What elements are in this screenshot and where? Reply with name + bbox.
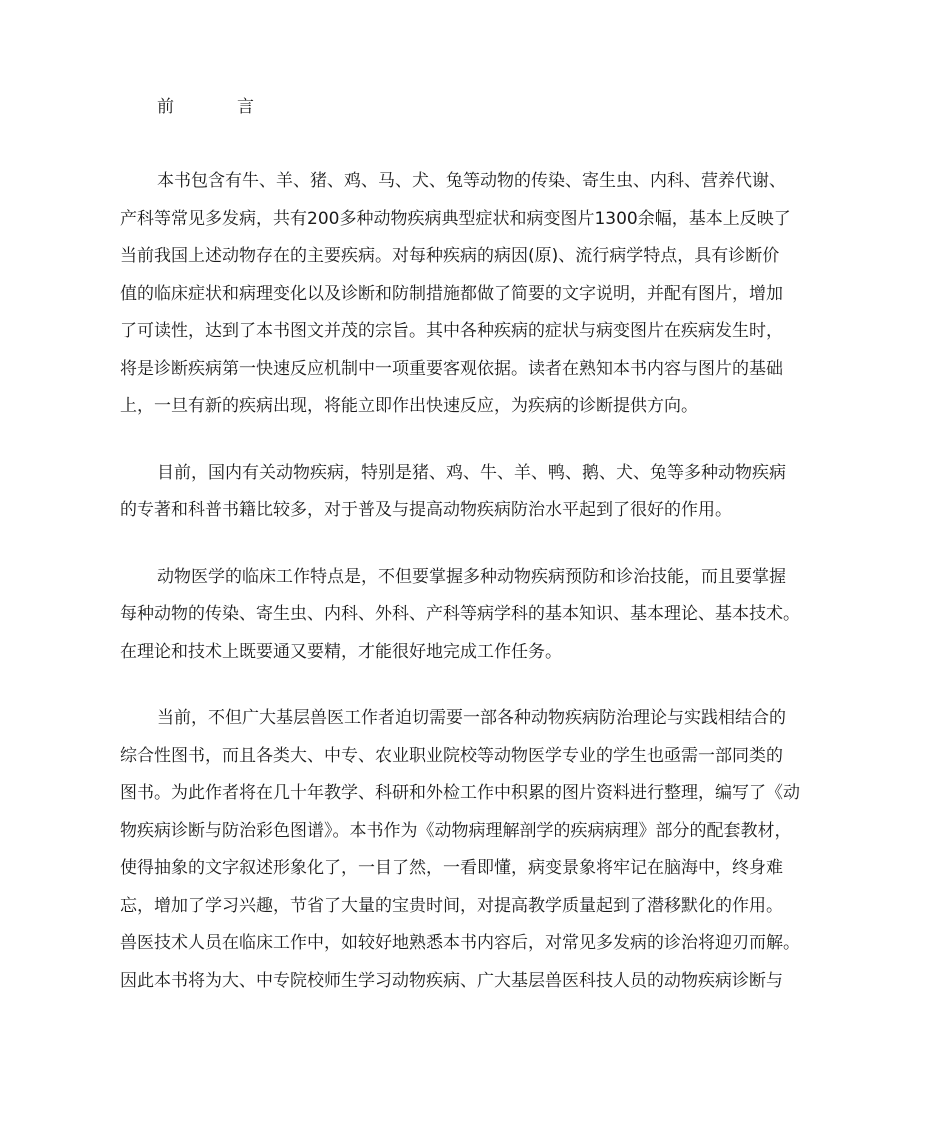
- paragraph-2: [120, 455, 838, 530]
- paragraph-3: [120, 559, 838, 672]
- text-line: 本书包含有牛、羊、猪、鸡、马、犬、兔等动物的传染、寄生虫、内科、营养代谢、: [157, 171, 786, 191]
- paragraph-1: [120, 163, 838, 426]
- text-line: 动物医学的临床工作特点是，不但要掌握多种动物疾病预防和诊治技能，而且要掌握: [157, 566, 786, 587]
- body-text: [120, 163, 838, 1029]
- text-line: 当前，不但广大基层兽医工作者迫切需要一部各种动物疾病防治理论与实践相结合的: [157, 708, 786, 728]
- title-char-2: 言: [237, 97, 254, 117]
- text-line: 将是诊断疾病第一快速反应机制中一项重要客观依据。读者在熟知本书内容与图片的基础: [120, 358, 783, 379]
- text-line: 因此本书将为大、中专院校师生学习动物疾病、广大基层兽医科技人员的动物疾病诊断与: [120, 970, 783, 991]
- text-line: 使得抽象的文字叙述形象化了，一目了然，一看即懂，病变景象将牢记在脑海中，终身难: [120, 858, 783, 878]
- text-line: 目前，国内有关动物疾病，特别是猪、鸡、牛、羊、鸭、鹅、犬、兔等多种动物疾病: [157, 462, 786, 483]
- text-line: 产科等常见多发病，共有200多种动物疾病典型症状和病变图片1300余幅，基本上反映了: [120, 208, 791, 229]
- text-line: 物疾病诊断与防治彩色图谱》。本书作为《动物病理解剖学的疾病病理》部分的配套教材，: [120, 820, 792, 841]
- text-line: 忘，增加了学习兴趣，节省了大量的宝贵时间，对提高教学质量起到了潜移默化的作用。: [120, 895, 783, 916]
- text-line: 值的临床症状和病理变化以及诊断和防制措施都做了简要的文字说明，并配有图片，增加: [120, 283, 783, 304]
- text-line: 在理论和技术上既要通又要精，才能很好地完成工作任务。: [120, 641, 562, 662]
- text-line: 上，一旦有新的疾病出现，将能立即作出快速反应，为疾病的诊断提供方向。: [120, 396, 698, 416]
- text-line: 图书。为此作者将在几十年教学、科研和外检工作中积累的图片资料进行整理，编写了《动: [120, 783, 800, 803]
- text-line: 综合性图书，而且各类大、中专、农业职业院校等动物医学专业的学生也亟需一部同类的: [120, 745, 783, 766]
- title-char-1: 前: [157, 97, 174, 117]
- paragraph-4: [120, 700, 838, 1000]
- page-title: [157, 94, 254, 120]
- text-line: 的专著和科普书籍比较多，对于普及与提高动物疾病防治水平起到了很好的作用。: [120, 500, 732, 520]
- text-line: 兽医技术人员在临床工作中，如较好地熟悉本书内容后，对常见多发病的诊治将迎刃而解。: [120, 933, 800, 953]
- text-line: 当前我国上述动物存在的主要疾病。对每种疾病的病因(原)、流行病学特点，具有诊断价: [120, 246, 780, 266]
- text-line: 每种动物的传染、寄生虫、内科、外科、产科等病学科的基本知识、基本理论、基本技术。: [120, 604, 800, 624]
- text-line: 了可读性，达到了本书图文并茂的宗旨。其中各种疾病的症状与病变图片在疾病发生时，: [120, 321, 783, 341]
